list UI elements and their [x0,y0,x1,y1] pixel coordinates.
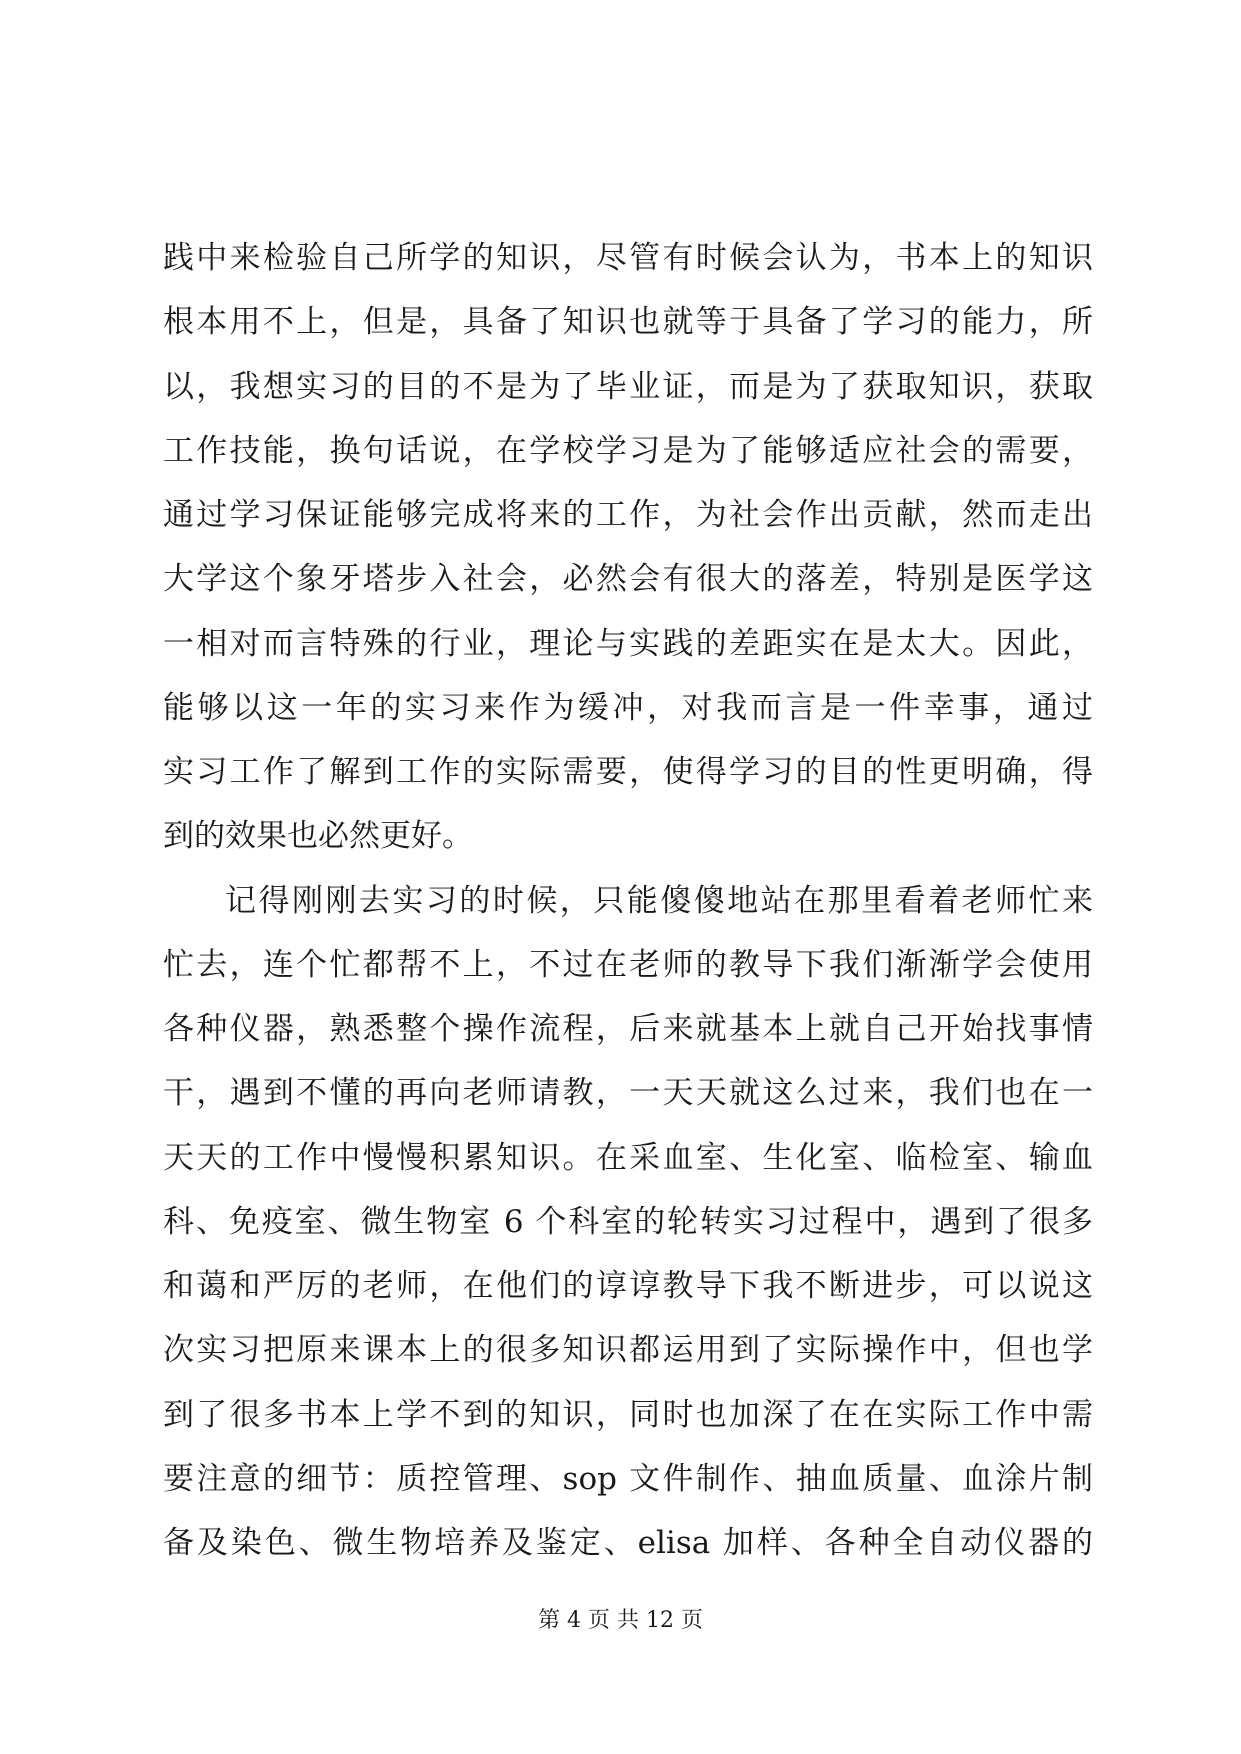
text-line: 根本用不上，但是，具备了知识也就等于具备了学习的能力，所 [163,304,1093,341]
page-number-footer: 第 4 页 共 12 页 [538,1608,703,1633]
text-line: 通过学习保证能够完成将来的工作，为社会作出贡献，然而走出 [163,497,1093,533]
text-line: 实习工作了解到工作的实际需要，使得学习的目的性更明确，得 [163,754,1093,790]
text-line: 要注意的细节：质控管理、sop 文件制作、抽血质量、血涂片制 [163,1460,1093,1497]
text-line: 天天的工作中慢慢积累知识。在采血室、生化室、临检室、输血 [163,1139,1093,1176]
body-text [163,226,1093,1575]
text-line: 干，遇到不懂的再向老师请教，一天天就这么过来，我们也在一 [163,1075,1093,1112]
paragraph-1 [163,226,1093,869]
text-line: 一相对而言特殊的行业，理论与实践的差距实在是太大。因此， [163,625,1093,662]
text-line: 大学这个象牙塔步入社会，必然会有很大的落差，特别是医学这 [163,561,1093,598]
text-line: 工作技能，换句话说，在学校学习是为了能够适应社会的需要， [163,432,1093,469]
text-line: 以，我想实习的目的不是为了毕业证，而是为了获取知识，获取 [163,368,1093,405]
text-line: 忙去，连个忙都帮不上，不过在老师的教导下我们渐渐学会使用 [163,946,1093,983]
text-line: 科、免疫室、微生物室 6 个科室的轮转实习过程中，遇到了很多 [163,1203,1093,1240]
text-line: 到的效果也必然更好。 [163,818,473,855]
text-line: 次实习把原来课本上的很多知识都运用到了实际操作中，但也学 [163,1332,1093,1369]
text-line: 践中来检验自己所学的知识，尽管有时候会认为，书本上的知识 [163,240,1093,276]
text-line: 各种仪器，熟悉整个操作流程，后来就基本上就自己开始找事情 [163,1011,1093,1047]
text-line: 和蔼和严厉的老师，在他们的谆谆教导下我不断进步，可以说这 [163,1268,1093,1304]
text-line: 记得刚刚去实习的时候，只能傻傻地站在那里看着老师忙来 [225,882,1093,919]
text-line: 能够以这一年的实习来作为缓冲，对我而言是一件幸事，通过 [163,689,1093,726]
text-line: 备及染色、微生物培养及鉴定、elisa 加样、各种全自动仪器的 [163,1525,1093,1561]
paragraph-2 [163,869,1093,1576]
text-line: 到了很多书本上学不到的知识，同时也加深了在在实际工作中需 [163,1396,1093,1433]
